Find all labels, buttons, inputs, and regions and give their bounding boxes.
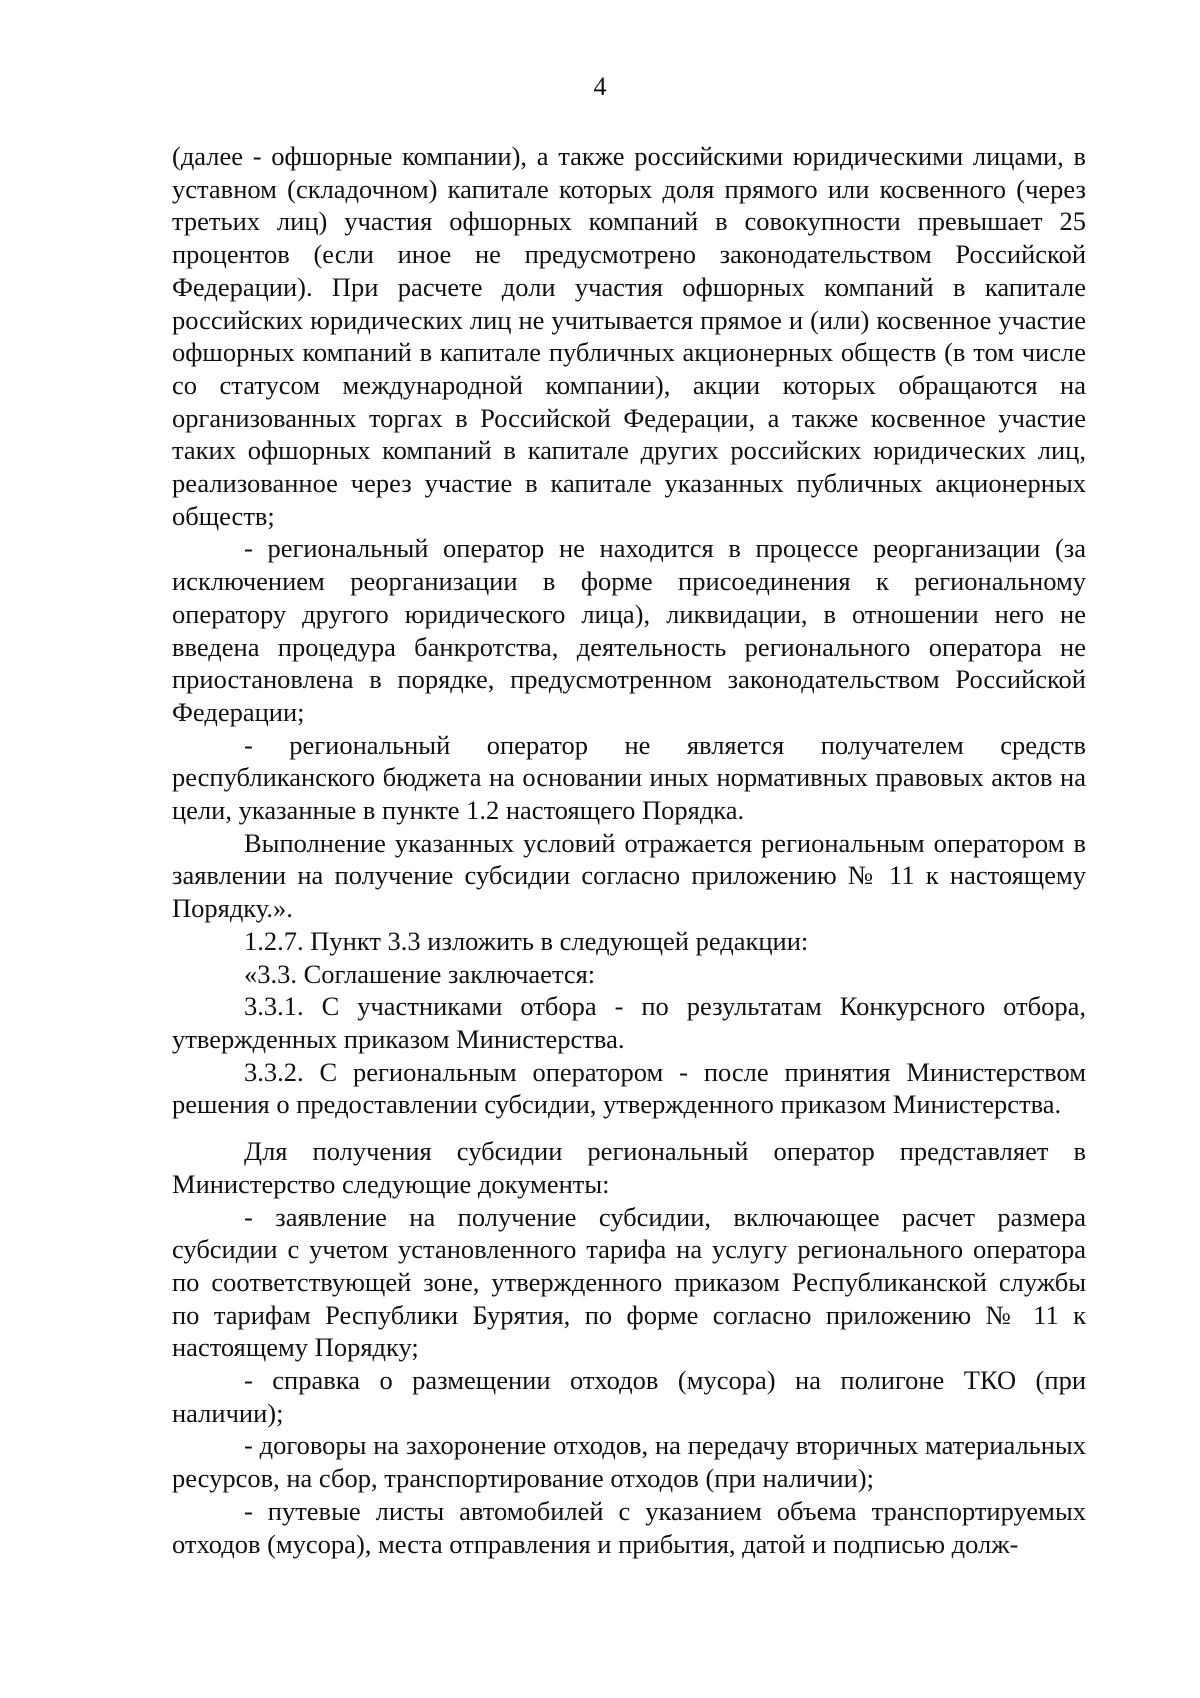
paragraph-p02: - региональный оператор не находится в процессе реорганизации (за исключением реорганизации в форме присоединения к региональному оператору другого юридического лица), ликвидации, в отношении него не введена процедура банкротства, деятельность регионального оператора не приостановлена в порядке, предусмотренном законодательством Российской Федерации; xyxy=(172,533,1086,727)
paragraph-p01: (далее - офшорные компании), а также российскими юридическими лицами, в уставном (складочном) капитале которых доля прямого или косвенного (через третьих лиц) участия офшорных компаний в совокупности превышает 25 процентов (если иное не предусмотрено законодательством Российской Федерации). При расчете доли участия офшорных компаний в капитале российских юридических лиц не учитывается прямое и (или) косвенное участие офшорных компаний в капитале публичных акционерных обществ (в том числе со статусом международной компании), акции которых обращаются на организованных торгах в Российской Федерации, а также косвенное участие таких офшорных компаний в капитале других российских юридических лиц, реализованное через участие в капитале указанных публичных акционерных обществ; xyxy=(172,141,1086,531)
paragraph-p09: Для получения субсидии региональный оператор представляет в Министерство следующие документы: xyxy=(172,1136,1086,1199)
paragraph-p06: «3.3. Соглашение заключается: xyxy=(244,958,596,989)
paragraph-p13: - путевые листы автомобилей с указанием объема транспортируемых отходов (мусора), места отправления и прибытия, датой и подписью долж- xyxy=(172,1495,1086,1559)
paragraph-p12: - договоры на захоронение отходов, на передачу вторичных материальных ресурсов, на сбор, транспортирование отходов (при наличии); xyxy=(172,1430,1086,1494)
paragraph-p10: - заявление на получение субсидии, включающее расчет размера субсидии с учетом установленного тарифа на услугу регионального оператора по соответствующей зоне, утвержденного приказом Республиканской службы по тарифам Республики Бурятия, по форме согласно приложению № 11 к настоящему Порядку; xyxy=(172,1201,1086,1363)
paragraph-p11: - справка о размещении отходов (мусора) на полигоне ТКО (при наличии); xyxy=(172,1365,1086,1428)
paragraph-p08: 3.3.2. С региональным оператором - после принятия Министерством решения о предоставлении субсидии, утвержденного приказом Министерства. xyxy=(172,1056,1086,1120)
paragraph-p03: - региональный оператор не является получателем средств республиканского бюджета на основании иных нормативных правовых актов на цели, указанные в пункте 1.2 настоящего Порядка. xyxy=(172,729,1086,826)
document-body xyxy=(172,140,1086,1560)
paragraph-p04: Выполнение указанных условий отражается региональным оператором в заявлении на получение субсидии согласно приложению № 11 к настоящему Порядку.». xyxy=(172,827,1086,924)
paragraph-p05: 1.2.7. Пункт 3.3 изложить в следующей редакции: xyxy=(244,925,809,956)
paragraph-p07: 3.3.1. С участниками отбора - по результатам Конкурсного отбора, утвержденных приказом Министерства. xyxy=(172,991,1086,1054)
page-number: 4 xyxy=(593,72,607,101)
